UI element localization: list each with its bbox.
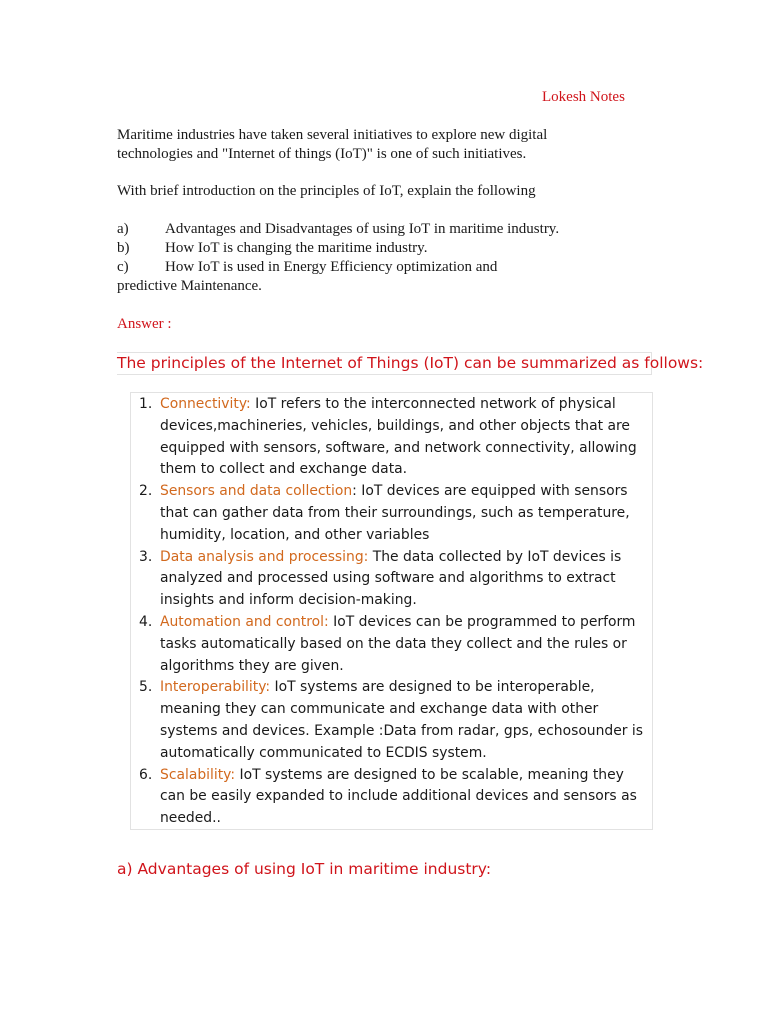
question-item-label: b) — [117, 240, 130, 256]
list-item-text: IoT devices can be programmed to perform tasks automatically based on the data they collect and the rules or algorithms they are given. — [160, 613, 636, 674]
principles-heading: The principles of the Internet of Things (IoT) can be summarized as follows: — [117, 352, 652, 375]
list-item-term: Connectivity: — [160, 396, 251, 412]
question-item — [117, 239, 559, 258]
list-item-number: 6. — [139, 766, 153, 783]
list-item — [139, 394, 649, 481]
list-item-text: The data collected by IoT devices is analyzed and processed using software and algorithms to extract insights and inform decision-making. — [160, 548, 622, 609]
list-item-term: Automation and control: — [160, 613, 329, 630]
list-item — [139, 765, 649, 830]
list-item — [139, 547, 649, 612]
list-item-number: 3. — [139, 548, 153, 565]
question-item-continuation: predictive Maintenance. — [117, 278, 262, 294]
list-item-text: : IoT devices are equipped with sensors that can gather data from their surroundings, such as temperature, humidity, location, and other variables — [160, 483, 630, 543]
list-item-term: Sensors and data collection — [160, 483, 353, 500]
list-item-text: IoT refers to the interconnected network of physical devices,machineries, vehicles, buildings, and other objects that are equipped with sensors, software, and network connectivity, allowing them to collect and exchange data. — [160, 396, 637, 478]
list-item-term: Data analysis and processing: — [160, 548, 369, 565]
list-item — [139, 677, 649, 764]
list-item-number: 1. — [139, 396, 153, 412]
question-intro-line: Maritime industries have taken several initiatives to explore new digital — [117, 127, 548, 143]
question-intro — [117, 126, 547, 164]
question-prompt: With brief introduction on the principles of IoT, explain the following — [117, 183, 536, 199]
list-item-number: 2. — [139, 483, 153, 500]
principles-list — [139, 394, 649, 830]
question-intro-line: technologies and "Internet of things (IoT)" is one of such initiatives. — [117, 146, 527, 162]
question-item-label: c) — [117, 259, 129, 275]
question-item-label: a) — [117, 221, 129, 237]
principles-list-box — [130, 392, 653, 830]
list-item — [139, 481, 649, 546]
question-item-text: Advantages and Disadvantages of using IoT in maritime industry. — [165, 221, 560, 237]
list-item-text: IoT systems are designed to be interoperable, meaning they can communicate and exchange data with other systems and devices. Example :Data from radar, gps, echosounder is automatically communicated to ECDIS system. — [160, 679, 644, 761]
list-item-term: Interoperability: — [160, 679, 271, 696]
author-header: Lokesh Notes — [542, 89, 625, 105]
question-item — [117, 220, 559, 239]
question-item-text: How IoT is changing the maritime industry. — [165, 240, 428, 256]
list-item-text: IoT systems are designed to be scalable, meaning they can be easily expanded to include additional devices and sensors as needed.. — [160, 766, 637, 827]
list-item-term: Scalability: — [160, 766, 236, 783]
list-item-number: 5. — [139, 679, 153, 696]
list-item — [139, 612, 649, 677]
question-item-text: How IoT is used in Energy Efficiency optimization and — [165, 259, 498, 275]
section-a-heading: a) Advantages of using IoT in maritime industry: — [117, 860, 492, 878]
list-item-number: 4. — [139, 613, 153, 630]
answer-label: Answer : — [117, 316, 172, 332]
question-item — [117, 258, 559, 277]
question-items — [117, 220, 559, 296]
